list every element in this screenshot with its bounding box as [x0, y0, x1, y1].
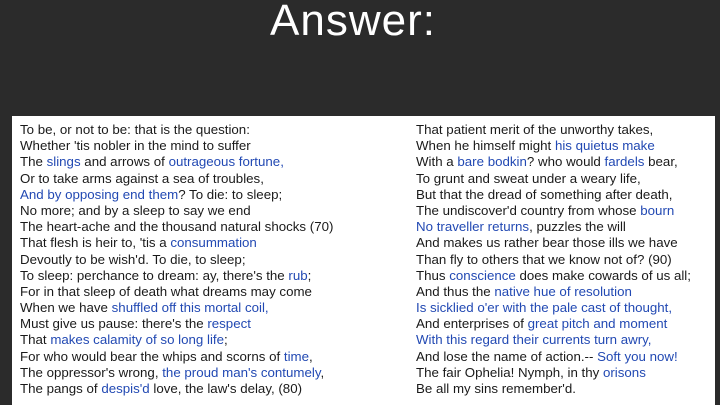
highlighted-phrase: native hue of resolution	[494, 283, 632, 299]
poem-line	[416, 171, 691, 187]
line-text: , puzzles the will	[529, 219, 626, 235]
poem-line	[20, 268, 333, 284]
line-text: The	[20, 154, 47, 170]
highlighted-phrase: And by opposing end them	[20, 186, 179, 202]
poem-line	[416, 203, 691, 219]
highlighted-phrase: makes calamity of so long life	[50, 332, 224, 348]
poem-line	[20, 365, 333, 381]
highlighted-phrase: bourn	[640, 202, 675, 218]
line-text: But that the dread of something after death,	[416, 186, 673, 202]
line-text: For in that sleep of death what dreams may come	[20, 283, 312, 299]
highlighted-phrase: With this regard their currents turn awry,	[416, 332, 652, 348]
poem-line	[20, 381, 333, 397]
line-text: ;	[307, 267, 312, 283]
soliloquy-left-panel	[12, 116, 416, 405]
line-text: For who would bear the whips and scorns of	[20, 348, 284, 364]
poem-line	[416, 138, 691, 154]
line-text: ,	[320, 364, 325, 380]
soliloquy-right-panel	[410, 116, 715, 405]
poem-line	[416, 268, 691, 284]
poem-line	[20, 300, 333, 316]
line-text: The undiscover'd country from whose	[416, 202, 641, 218]
highlighted-phrase: Is sicklied o'er with the pale cast of thought,	[416, 300, 673, 316]
line-text: And enterprises of	[416, 316, 528, 332]
line-text: ;	[223, 332, 228, 348]
poem-line	[416, 187, 691, 203]
poem-line	[416, 235, 691, 251]
line-text: Whether 'tis nobler in the mind to suffer	[20, 138, 251, 154]
poem-line	[416, 122, 691, 138]
line-text: And makes us rather bear those ills we have	[416, 235, 678, 251]
line-text: does make cowards of us all;	[515, 267, 691, 283]
poem-line	[20, 219, 333, 235]
poem-line	[416, 381, 691, 397]
poem-line	[416, 316, 691, 332]
highlighted-phrase: bare bodkin	[457, 154, 527, 170]
highlighted-phrase: conscience	[449, 267, 516, 283]
line-text: No more; and by a sleep to say we end	[20, 202, 251, 218]
poem-line	[20, 203, 333, 219]
poem-line	[20, 122, 333, 138]
line-text: To sleep: perchance to dream: ay, there's the	[20, 267, 289, 283]
slide-title: Answer:	[270, 0, 436, 45]
poem-line	[20, 187, 333, 203]
line-text: That patient merit of the unworthy takes,	[416, 122, 654, 137]
line-text: Be all my sins remember'd.	[416, 381, 576, 396]
highlighted-phrase: Soft you now!	[597, 348, 678, 364]
poem-line	[20, 284, 333, 300]
line-text: Devoutly to be wish'd. To die, to sleep;	[20, 251, 246, 267]
poem-line	[20, 332, 333, 348]
poem-line	[20, 235, 333, 251]
poem-line	[416, 365, 691, 381]
soliloquy-right-lines	[416, 122, 691, 397]
line-text: Thus	[416, 267, 450, 283]
poem-line	[20, 171, 333, 187]
poem-line	[20, 349, 333, 365]
line-text: That	[20, 332, 51, 348]
highlighted-phrase: despis'd	[101, 381, 150, 396]
highlighted-phrase: consummation	[170, 235, 257, 251]
line-text: Must give us pause: there's the	[20, 316, 208, 332]
line-text: The heart-ache and the thousand natural shocks (70)	[20, 219, 334, 235]
highlighted-phrase: the proud man's contumely	[162, 364, 321, 380]
highlighted-phrase: time	[283, 348, 309, 364]
line-text: ? To die: to sleep;	[178, 186, 283, 202]
line-text: That flesh is heir to, 'tis a	[20, 235, 171, 251]
line-text: bear,	[644, 154, 678, 170]
highlighted-phrase: No traveller returns	[416, 219, 530, 235]
highlighted-phrase: respect	[207, 316, 251, 332]
poem-line	[20, 138, 333, 154]
line-text: And thus the	[416, 283, 495, 299]
line-text: Than fly to others that we know not of? (90)	[416, 251, 672, 267]
line-text: The pangs of	[20, 381, 102, 396]
line-text: And lose the name of action.--	[416, 348, 598, 364]
line-text: When he himself might	[416, 138, 555, 154]
line-text: To grunt and sweat under a weary life,	[416, 170, 641, 186]
poem-line	[20, 316, 333, 332]
highlighted-phrase: rub	[288, 267, 308, 283]
line-text: With a	[416, 154, 458, 170]
line-text: ,	[309, 348, 313, 364]
poem-line	[20, 252, 333, 268]
highlighted-phrase: fardels	[604, 154, 645, 170]
line-text: To be, or not to be: that is the question:	[20, 122, 250, 137]
poem-line	[416, 284, 691, 300]
line-text: love, the law's delay, (80)	[149, 381, 303, 396]
poem-line	[416, 154, 691, 170]
line-text: ? who would	[526, 154, 605, 170]
highlighted-phrase: outrageous fortune,	[168, 154, 284, 170]
line-text: and arrows of	[80, 154, 169, 170]
poem-line	[416, 252, 691, 268]
poem-line	[416, 332, 691, 348]
highlighted-phrase: his quietus make	[554, 138, 655, 154]
highlighted-phrase: shuffled off this mortal coil,	[111, 300, 269, 316]
highlighted-phrase: orisons	[602, 364, 646, 380]
highlighted-phrase: slings	[46, 154, 81, 170]
poem-line	[416, 300, 691, 316]
poem-line	[416, 349, 691, 365]
poem-line	[20, 154, 333, 170]
line-text: The oppressor's wrong,	[20, 364, 163, 380]
highlighted-phrase: great pitch and moment	[527, 316, 668, 332]
line-text: Or to take arms against a sea of troubles,	[20, 170, 264, 186]
poem-line	[416, 219, 691, 235]
line-text: When we have	[20, 300, 112, 316]
soliloquy-left-lines	[20, 122, 333, 397]
line-text: The fair Ophelia! Nymph, in thy	[416, 364, 603, 380]
